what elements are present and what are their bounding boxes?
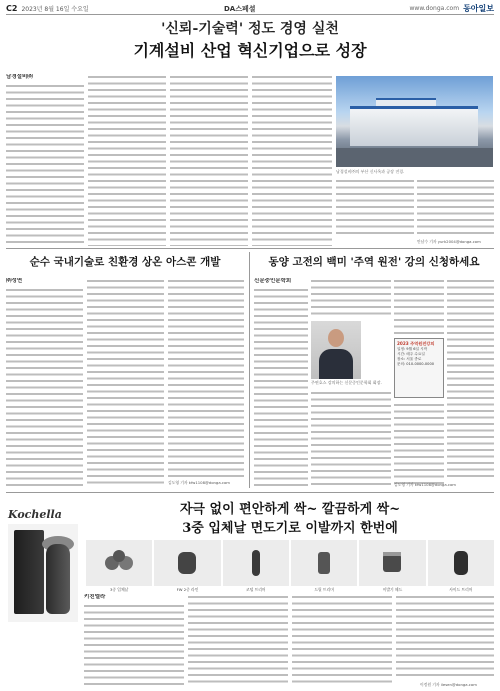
issue-date: 2023년 8월 16일 수요일 [21, 6, 89, 13]
article3-email: 김도영 기자 kfw1108@donga.com [394, 482, 456, 487]
lecturer-photo [311, 321, 361, 379]
thumb-label: FW 2중 라인 [176, 587, 199, 592]
ad-email: 이정원 기자 ilesen@donga.com [420, 682, 477, 687]
article3-body-text [394, 402, 444, 488]
article1-company: 남경설비㈜ [6, 74, 33, 80]
lecture-info-box [394, 338, 444, 398]
page-header [6, 3, 494, 15]
ad-body-text [396, 594, 494, 678]
page-number: C2 [6, 4, 18, 13]
article1-body-text [417, 178, 494, 236]
ad-column-2 [188, 594, 288, 686]
article2-column-2 [87, 278, 164, 488]
ad-body-text [188, 594, 288, 686]
thumb-side-trimmer [428, 540, 494, 586]
ad-column-4 [396, 594, 494, 678]
thumb-shaver-head [86, 540, 152, 586]
article1-body-text [336, 178, 414, 236]
article1-body-text [252, 74, 332, 246]
ad-column-1 [84, 594, 184, 686]
ad-body-text [292, 594, 392, 686]
info-line: 문의: 010-0000-0000 [397, 362, 435, 366]
article1-body-text [170, 74, 248, 246]
article1-column-6 [417, 178, 494, 236]
thumb-label: 사이드 트리머 [449, 587, 473, 592]
article2-body-text [6, 287, 83, 487]
info-line: 일정: 9월 6일 시작 [397, 347, 428, 351]
thumb-line [154, 540, 220, 586]
shaver-product-photo [8, 524, 78, 622]
article1-headline-line2: 기계설비 산업 혁신기업으로 성장 [133, 41, 367, 60]
article1-column-3 [170, 74, 248, 246]
info-title: 2023 주역원전강의 [397, 341, 435, 346]
article3-body-text [254, 287, 308, 487]
article2-body-text [168, 278, 244, 478]
article3-title: 동양 고전의 백미 '주역 원전' 강의 신청하세요 [268, 256, 480, 268]
article2-byline: ㈜성연 [6, 278, 23, 284]
thumb-nose-trimmer [223, 540, 289, 586]
factory-photo [336, 76, 493, 167]
thumb-clipper [359, 540, 425, 586]
info-line: 장소: 서울 종로 [397, 357, 422, 361]
ad-company: 키친엘라 [84, 594, 106, 600]
column-divider [249, 252, 250, 488]
article3-body-text [311, 390, 391, 488]
thumb-drill-trimmer [291, 540, 357, 586]
article2-email: 김도영 기자 kfw1108@donga.com [168, 480, 230, 485]
ad-column-3 [292, 594, 392, 686]
factory-photo-caption: 남경설비㈜의 부산 신사옥과 공장 전경. [336, 169, 405, 174]
article3-column-1 [254, 278, 308, 488]
ad-headline-line2: 3중 입체날 면도기로 이발까지 한번에 [182, 521, 398, 536]
article2-column-1 [6, 278, 83, 488]
article1-column-1 [6, 74, 84, 246]
article1-body-text [6, 83, 84, 245]
article3-body-text [447, 278, 494, 478]
thumb-label: 3중 입체날 [110, 587, 129, 592]
thumbnail-labels [86, 587, 494, 593]
article3-byline: 신문중인문학회 [254, 278, 292, 284]
site-url: www.donga.com [409, 5, 460, 12]
info-line: 시간: 매주 수요일 [397, 352, 425, 356]
section-divider [6, 248, 494, 249]
masthead [410, 3, 495, 14]
section-divider [6, 492, 494, 493]
product-thumbnails [86, 540, 494, 586]
article3-column-3-bottom [394, 402, 444, 488]
article1-body-text [88, 74, 166, 246]
thumb-label: 드릴 트리머 [314, 587, 334, 592]
article2-title: 순수 국내기술로 친환경 상온 아스콘 개발 [29, 256, 221, 268]
article1-column-4 [252, 74, 332, 246]
thumb-label: 이발기 헤드 [382, 587, 403, 592]
thumb-label: 코털 트리머 [246, 587, 266, 592]
ad-body-text [84, 603, 184, 685]
article1-column-2 [88, 74, 166, 246]
article3-column-2-top [311, 278, 391, 318]
lecturer-photo-caption: 주연호스 강의하는 신문중인문학회 회장. [311, 380, 382, 385]
article2-column-3 [168, 278, 244, 478]
article1-headline-line1: '신뢰-기술력' 정도 경영 실천 [161, 21, 339, 37]
article3-column-2-bottom [311, 390, 391, 488]
section-name: DA스페셜 [224, 4, 256, 13]
article3-column-4 [447, 278, 494, 478]
ad-headline-line1: 자극 없이 편안하게 싹~ 깔끔하게 싹~ [179, 502, 401, 517]
article1-email: 안남수 기자 yurk2004@donga.com [417, 239, 481, 244]
article3-body-text [311, 278, 391, 318]
article3-column-3-top [394, 278, 444, 336]
newspaper-logo: 동아일보 [463, 3, 494, 13]
brand-logo: Kochella [8, 508, 62, 521]
article1-column-5 [336, 178, 414, 236]
article3-body-text [394, 278, 444, 336]
article2-body-text [87, 278, 164, 488]
